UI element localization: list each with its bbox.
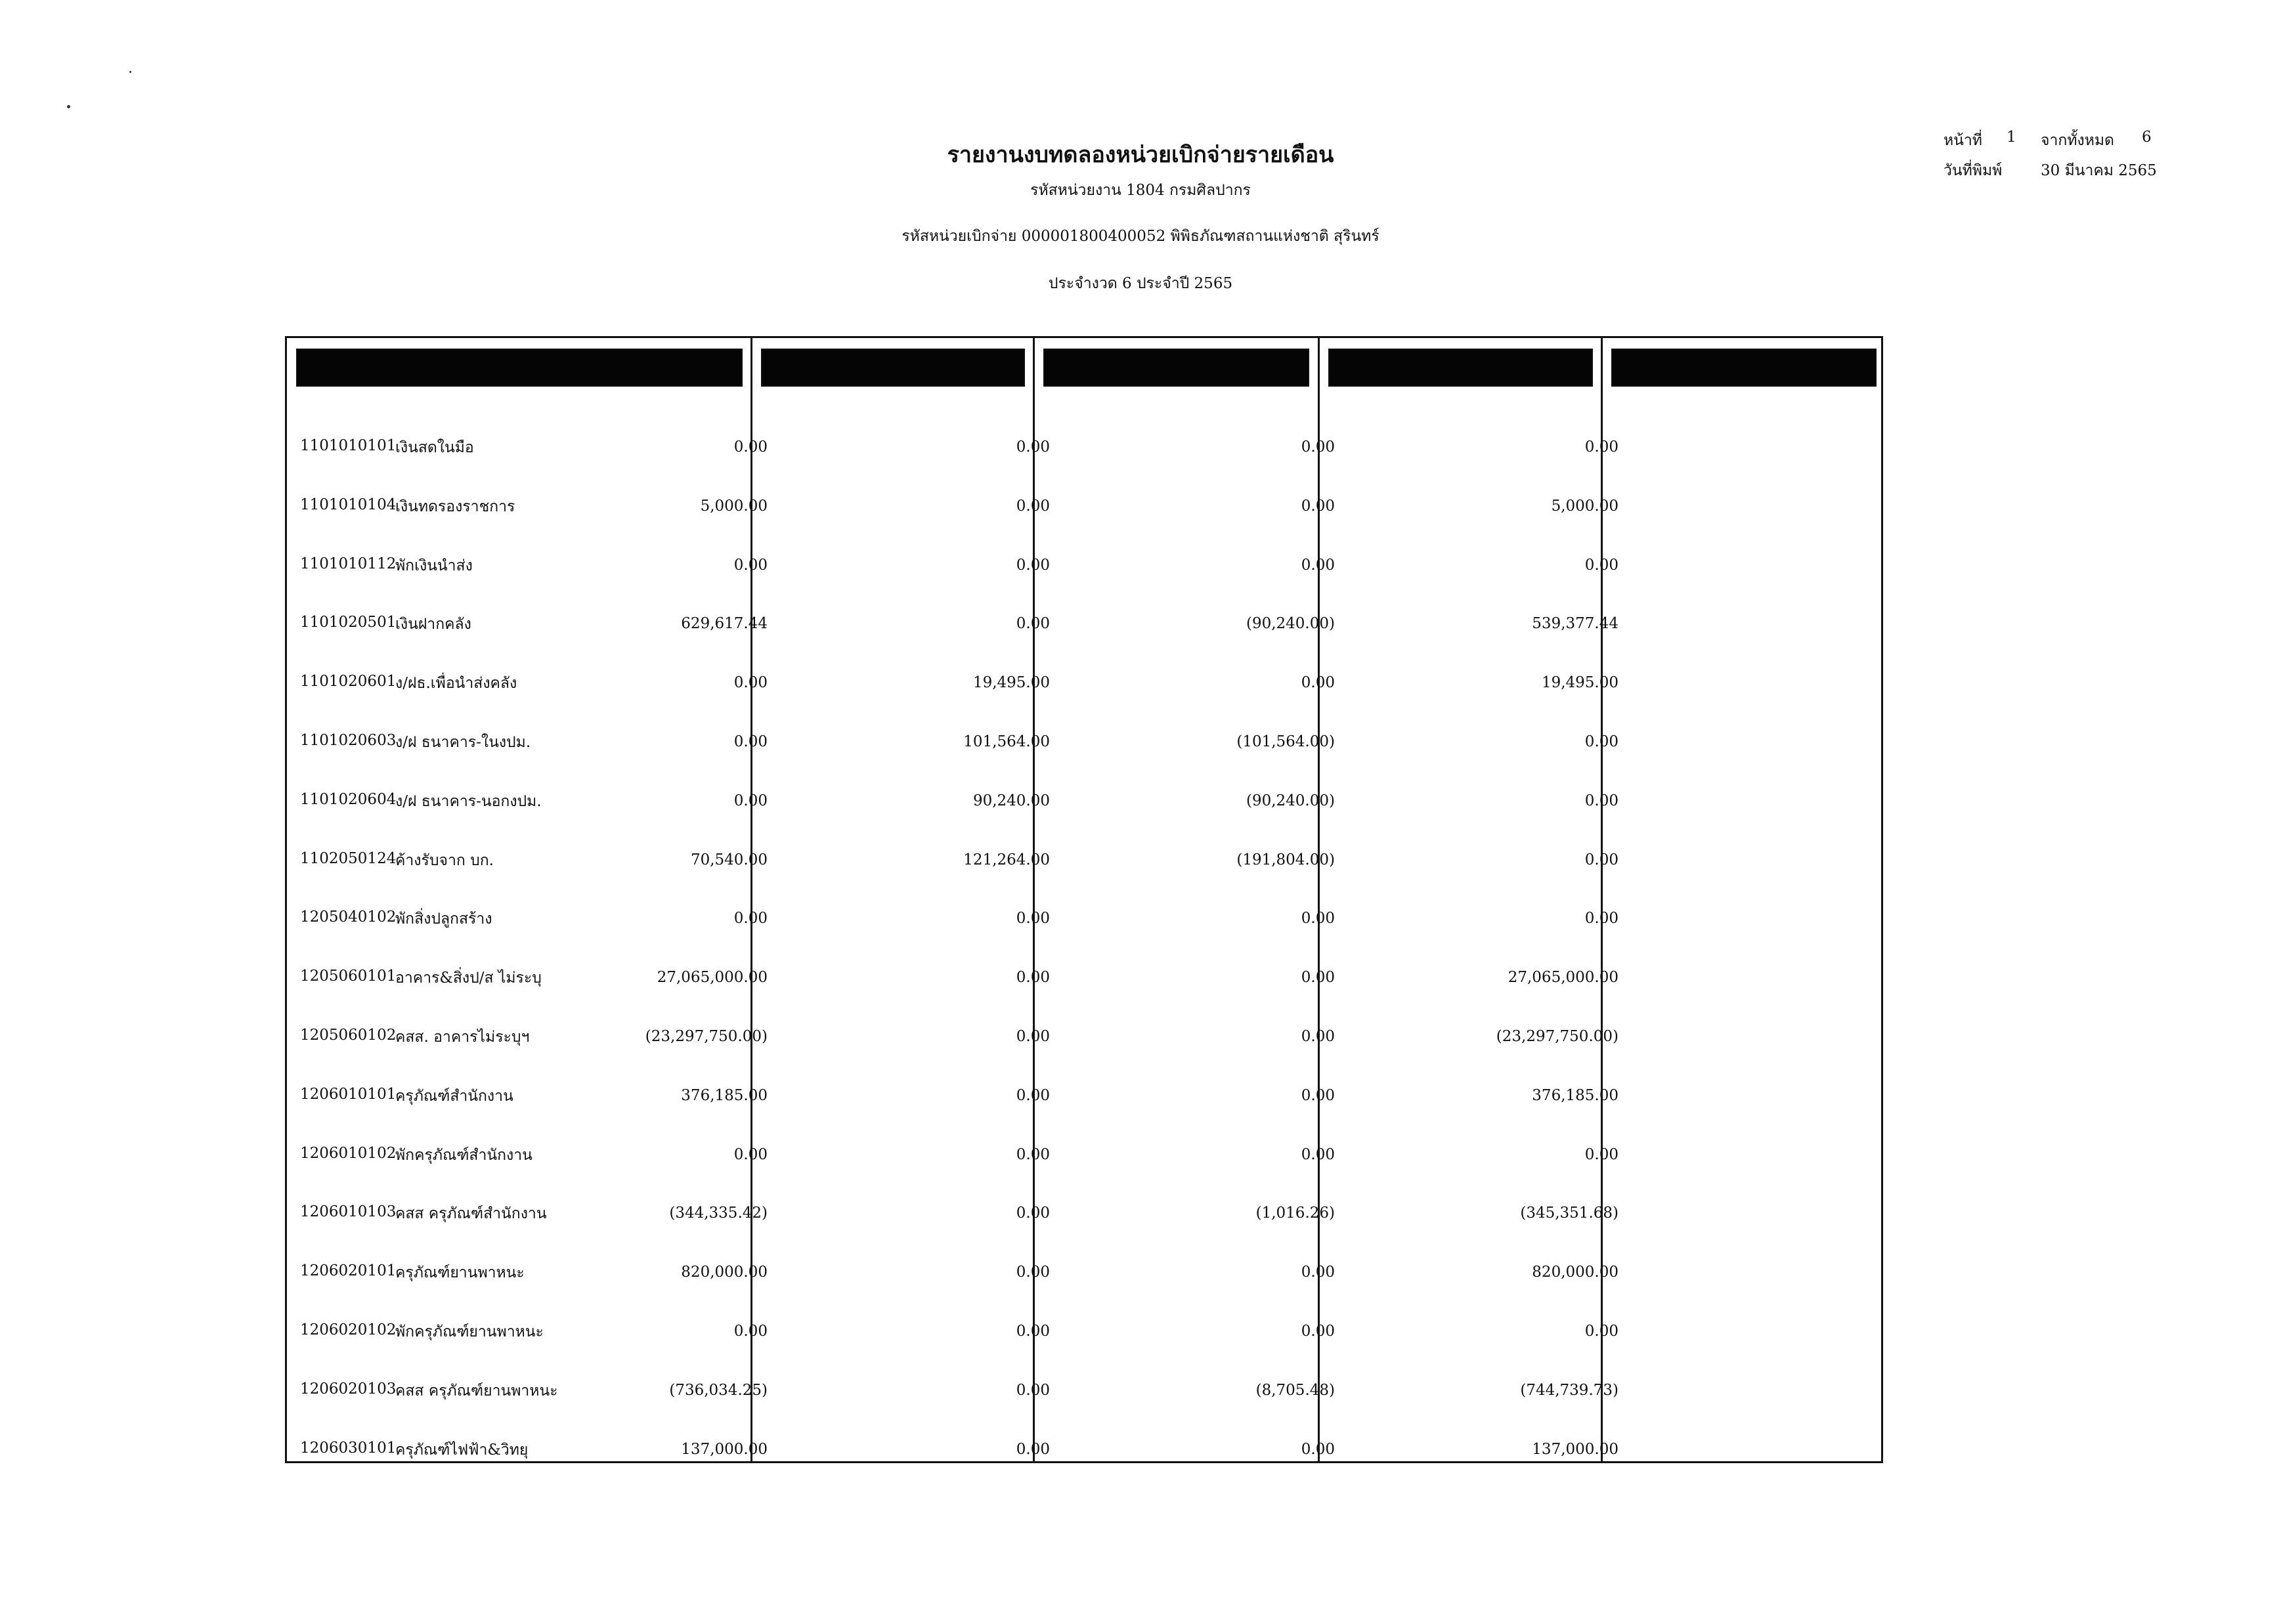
amount-cell-3: 0.00: [1301, 1440, 1335, 1458]
account-code: 1101020601: [300, 673, 397, 691]
account-code: 1206020102: [300, 1321, 397, 1338]
print-date: 30 มีนาคม 2565: [2041, 162, 2157, 179]
header-cell-2: [1043, 349, 1309, 387]
table-row: [287, 1362, 1881, 1421]
account-name: ครุภัณฑ์สำนักงาน: [395, 1087, 513, 1105]
amount-cell-4: 376,185.00: [1532, 1086, 1618, 1104]
header-cell-3: [1328, 349, 1593, 387]
amount-cell-2: 0.00: [1016, 910, 1050, 928]
amount-cell-4: 0.00: [1584, 556, 1618, 574]
trial-balance-table: [285, 336, 1883, 1463]
account-name: ง/ฝ ธนาคาร-นอกงปม.: [395, 792, 542, 810]
amount-cell-2: 0.00: [1016, 1264, 1050, 1281]
amount-cell-1: 137,000.00: [681, 1440, 768, 1458]
amount-cell-3: 0.00: [1301, 969, 1335, 987]
amount-cell-4: 19,495.00: [1541, 674, 1618, 692]
amount-cell-1: 0.00: [733, 1323, 768, 1340]
amount-cell-2: 0.00: [1016, 1028, 1050, 1045]
amount-cell-3: 0.00: [1301, 1323, 1335, 1340]
account-code: 1206020103: [300, 1380, 397, 1398]
amount-cell-2: 0.00: [1016, 969, 1050, 987]
amount-cell-1: 27,065,000.00: [657, 969, 768, 987]
amount-cell-1: (344,335.42): [669, 1205, 768, 1222]
amount-cell-1: 0.00: [733, 910, 768, 928]
total-pages: 6: [2142, 129, 2152, 146]
amount-cell-4: 5,000.00: [1551, 497, 1618, 515]
account-name: พักครุภัณฑ์ยานพาหนะ: [395, 1323, 544, 1340]
amount-cell-3: (8,705.48): [1255, 1381, 1335, 1399]
amount-cell-3: 0.00: [1301, 674, 1335, 692]
account-code: 1101010101: [300, 437, 397, 454]
account-name: พักเงินนำส่ง: [395, 557, 473, 574]
amount-cell-2: 0.00: [1016, 556, 1050, 574]
amount-cell-2: 0.00: [1016, 438, 1050, 456]
table-row: [287, 1244, 1881, 1303]
amount-cell-1: (23,297,750.00): [645, 1028, 768, 1045]
account-code: 1206030101: [300, 1439, 397, 1457]
account-name: พักครุภัณฑ์สำนักงาน: [395, 1146, 532, 1164]
account-name: อาคาร&สิ่งป/ส ไม่ระบุ: [395, 970, 542, 987]
amount-cell-4: (23,297,750.00): [1496, 1028, 1618, 1045]
scan-speck: [67, 105, 70, 108]
amount-cell-4: (345,351.68): [1520, 1205, 1618, 1222]
account-name: คสส ครุภัณฑ์ยานพาหนะ: [395, 1382, 558, 1400]
amount-cell-4: 0.00: [1584, 910, 1618, 928]
account-code: 1205060101: [300, 968, 397, 985]
table-row: [287, 1008, 1881, 1067]
account-code: 1101020603: [300, 732, 397, 749]
amount-cell-3: (1,016.26): [1255, 1205, 1335, 1222]
amount-cell-4: 0.00: [1584, 733, 1618, 750]
amount-cell-1: 0.00: [733, 438, 768, 456]
account-code: 1102050124: [300, 849, 397, 867]
account-code: 1101020604: [300, 790, 397, 808]
amount-cell-3: 0.00: [1301, 1086, 1335, 1104]
amount-cell-3: (191,804.00): [1236, 851, 1335, 868]
account-name: เงินสดในมือ: [395, 439, 474, 456]
account-name: เงินทดรองราชการ: [395, 498, 515, 515]
table-row: [287, 537, 1881, 596]
amount-cell-1: 0.00: [733, 1145, 768, 1163]
table-row: [287, 1067, 1881, 1126]
table-row: [287, 419, 1881, 478]
amount-cell-1: 376,185.00: [681, 1086, 768, 1104]
amount-cell-2: 0.00: [1016, 1086, 1050, 1104]
amount-cell-1: 5,000.00: [700, 497, 768, 515]
amount-cell-3: 0.00: [1301, 910, 1335, 928]
amount-cell-2: 19,495.00: [972, 674, 1050, 692]
amount-cell-2: 0.00: [1016, 497, 1050, 515]
amount-cell-3: 0.00: [1301, 1264, 1335, 1281]
agency-code: รหัสหน่วยงาน 1804 กรมศิลปากร: [1030, 182, 1251, 199]
amount-cell-4: 0.00: [1584, 1145, 1618, 1163]
table-row: [287, 654, 1881, 714]
header-cell-account: [296, 349, 743, 387]
amount-cell-4: 137,000.00: [1532, 1440, 1618, 1458]
table-row: [287, 595, 1881, 654]
amount-cell-3: 0.00: [1301, 1028, 1335, 1045]
account-name: ค้างรับจาก บก.: [395, 851, 494, 869]
amount-cell-3: 0.00: [1301, 556, 1335, 574]
amount-cell-4: 0.00: [1584, 792, 1618, 809]
amount-cell-4: 0.00: [1584, 851, 1618, 868]
of-label: จากทั้งหมด: [2041, 132, 2114, 149]
amount-cell-1: 0.00: [733, 674, 768, 692]
amount-cell-2: 90,240.00: [972, 792, 1050, 809]
amount-cell-4: 27,065,000.00: [1508, 969, 1618, 987]
header-cell-4: [1611, 349, 1877, 387]
amount-cell-1: 0.00: [733, 792, 768, 809]
amount-cell-2: 0.00: [1016, 1381, 1050, 1399]
report-title: รายงานงบทดลองหน่วยเบิกจ่ายรายเดือน: [947, 142, 1334, 168]
amount-cell-2: 0.00: [1016, 1440, 1050, 1458]
account-code: 1205040102: [300, 908, 397, 926]
amount-cell-1: 629,617.44: [681, 615, 768, 633]
amount-cell-3: (90,240.00): [1246, 615, 1335, 633]
account-name: ง/ฝ ธนาคาร-ในงปม.: [395, 734, 531, 751]
account-code: 1206020101: [300, 1262, 397, 1280]
amount-cell-4: (744,739.73): [1520, 1381, 1618, 1399]
amount-cell-2: 0.00: [1016, 1205, 1050, 1222]
amount-cell-4: 0.00: [1584, 1323, 1618, 1340]
account-code: 1206010103: [300, 1203, 397, 1221]
account-code: 1101010104: [300, 496, 397, 513]
report-period: ประจำงวด 6 ประจำปี 2565: [1048, 275, 1233, 292]
amount-cell-1: 70,540.00: [690, 851, 768, 868]
account-name: ง/ฝธ.เพื่อนำส่งคลัง: [395, 675, 517, 693]
table-row: [287, 478, 1881, 537]
account-code: 1101010112: [300, 555, 397, 572]
account-code: 1205060102: [300, 1027, 397, 1044]
table-row: [287, 949, 1881, 1008]
amount-cell-1: 820,000.00: [681, 1264, 768, 1281]
table-row: [287, 1303, 1881, 1362]
page-number: 1: [2007, 129, 2016, 146]
amount-cell-1: (736,034.25): [669, 1381, 768, 1399]
table-row: [287, 1421, 1881, 1480]
account-code: 1101020501: [300, 614, 397, 631]
amount-cell-4: 539,377.44: [1532, 615, 1618, 633]
amount-cell-3: 0.00: [1301, 438, 1335, 456]
account-code: 1206010101: [300, 1085, 397, 1103]
print-date-label: วันที่พิมพ์: [1944, 162, 2003, 179]
amount-cell-2: 101,564.00: [963, 733, 1050, 750]
account-name: เงินฝากคลัง: [395, 616, 471, 633]
amount-cell-1: 0.00: [733, 733, 768, 750]
table-row: [287, 1126, 1881, 1186]
account-code: 1206010102: [300, 1144, 397, 1162]
account-name: คสส. อาคารไม่ระบุฯ: [395, 1029, 530, 1046]
table-row: [287, 1185, 1881, 1244]
header-cell-1: [761, 349, 1025, 387]
amount-cell-2: 0.00: [1016, 1145, 1050, 1163]
table-row: [287, 832, 1881, 891]
table-row: [287, 773, 1881, 832]
amount-cell-2: 0.00: [1016, 615, 1050, 633]
disbursement-unit: รหัสหน่วยเบิกจ่าย 000001800400052 พิพิธภัณฑสถานแห่งชาติ สุรินทร์: [902, 228, 1379, 245]
account-name: พักสิ่งปลูกสร้าง: [395, 910, 492, 928]
account-name: ครุภัณฑ์ไฟฟ้า&วิทยุ: [395, 1441, 529, 1459]
amount-cell-3: (101,564.00): [1236, 733, 1335, 750]
account-name: ครุภัณฑ์ยานพาหนะ: [395, 1264, 525, 1282]
scan-speck: [129, 71, 131, 73]
table-row: [287, 714, 1881, 773]
amount-cell-3: (90,240.00): [1246, 792, 1335, 809]
page-label: หน้าที่: [1944, 132, 1982, 149]
amount-cell-3: 0.00: [1301, 497, 1335, 515]
amount-cell-2: 0.00: [1016, 1323, 1050, 1340]
amount-cell-3: 0.00: [1301, 1145, 1335, 1163]
amount-cell-1: 0.00: [733, 556, 768, 574]
amount-cell-2: 121,264.00: [963, 851, 1050, 868]
amount-cell-4: 0.00: [1584, 438, 1618, 456]
account-name: คสส ครุภัณฑ์สำนักงาน: [395, 1205, 547, 1223]
table-row: [287, 890, 1881, 949]
amount-cell-4: 820,000.00: [1532, 1264, 1618, 1281]
